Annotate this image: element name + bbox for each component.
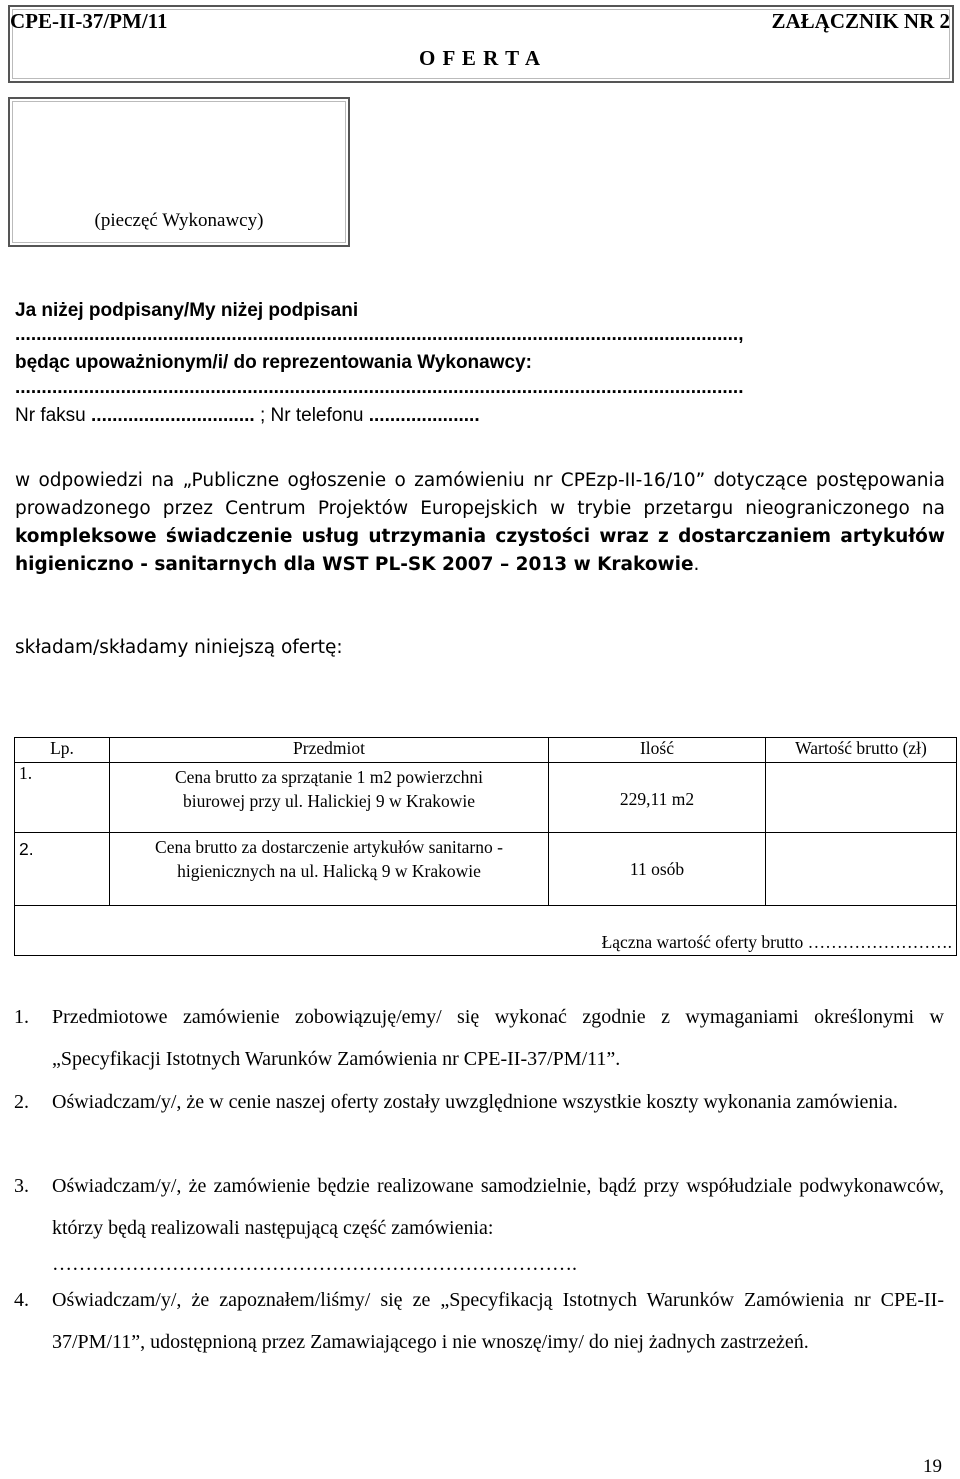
intro-paragraph — [15, 467, 945, 579]
row-subject-line: Cena brutto za dostarczenie artykułów sanitarno - — [155, 837, 503, 857]
row-lp: 2. — [15, 833, 110, 906]
declarant-line: Ja niżej podpisany/My niżej podpisani — [15, 300, 359, 321]
row-value-cell[interactable] — [766, 763, 957, 833]
representation-line: będąc upoważnionym/i/ do reprezentowania Wykonawcy: — [15, 352, 532, 373]
contractor-name-blank: .......................................................................................................................................... — [15, 377, 744, 398]
intro-subject: kompleksowe świadczenie usług utrzymania czystości wraz z dostarczaniem artykułów higieniczno - sanitarnych dla WST PL-SK 2007 – 2013 w Krakowie — [15, 526, 945, 575]
statement-item — [14, 1279, 944, 1363]
table-row — [15, 833, 957, 906]
fax-blank: ............................... — [91, 405, 255, 426]
offer-table — [14, 737, 957, 956]
intro-text: w odpowiedzi na „Publiczne ogłoszenie o zamówieniu nr CPEzp-II-16/10” dotyczące postępowania prowadzonego przez Centrum Projektów Europejskich w trybie przetargu nieograniczonego na — [15, 470, 945, 519]
intro-end: . — [693, 554, 700, 575]
row-subject — [110, 763, 549, 833]
row-value-cell[interactable] — [766, 833, 957, 906]
header-lp: Lp. — [15, 738, 110, 763]
table-header-row — [15, 738, 957, 763]
row-quantity: 11 osób — [549, 833, 766, 906]
statement-text: Oświadczam/y/, że w cenie naszej oferty zostały uwzględnione wszystkie koszty wykonania zamówienia. — [52, 1091, 898, 1113]
statement-number: 3. — [14, 1175, 29, 1197]
statement-number: 4. — [14, 1289, 29, 1311]
document-title: O F E R T A — [418, 46, 542, 70]
stamp-label: (pieczęć Wykonawcy) — [94, 210, 264, 231]
statement-text: Oświadczam/y/, że zapoznałem/liśmy/ się ze „Specyfikacją Istotnych Warunków Zamówienia nr CPE-II-37/PM/11”, udostępnioną przez Zamawiającego i nie wnoszę/imy/ do niej żadnych zastrzeżeń. — [52, 1289, 944, 1353]
phone-label: ; Nr telefonu — [259, 405, 364, 426]
statement-number: 2. — [14, 1091, 29, 1113]
row-quantity: 229,11 m2 — [549, 763, 766, 833]
statement-item — [14, 1165, 944, 1249]
statement-number: 1. — [14, 1006, 29, 1028]
statement-item — [14, 996, 944, 1080]
row-subject-line: biurowej przy ul. Halickiej 9 w Krakowie — [182, 791, 476, 811]
row-subject-line: Cena brutto za sprzątanie 1 m2 powierzchni — [174, 767, 484, 787]
row-lp: 1. — [15, 763, 110, 833]
row-subject — [110, 833, 549, 906]
statement-item — [14, 1081, 944, 1123]
annex-label: ZAŁĄCZNIK NR 2 — [771, 9, 950, 33]
fax-label: Nr faksu — [15, 405, 86, 426]
declarant-name-blank: ........................................................................................................................................., — [15, 324, 744, 345]
header-subject: Przedmiot — [110, 738, 549, 763]
page-number: 19 — [923, 1456, 942, 1477]
total-row — [15, 906, 957, 956]
header-gross-value: Wartość brutto (zł) — [766, 738, 957, 763]
statement-text: Oświadczam/y/, że zamówienie będzie realizowane samodzielnie, bądź przy współudziale podwykonawców, którzy będą realizowali następującą część zamówienia: — [52, 1175, 944, 1239]
offer-lead: składam/składamy niniejszą ofertę: — [15, 637, 343, 658]
document-reference: CPE-II-37/PM/11 — [10, 9, 168, 33]
subcontract-blank: ……………………………………………………………………. — [52, 1253, 577, 1275]
row-subject-line: higienicznych na ul. Halicką 9 w Krakowie — [177, 861, 481, 881]
contractor-stamp-box — [8, 97, 350, 247]
phone-blank: ..................... — [368, 405, 480, 426]
contact-line — [15, 405, 945, 427]
statement-text: Przedmiotowe zamówienie zobowiązuję/emy/ się wykonać zgodnie z wymaganiami określonymi w „Specyfikacji Istotnych Warunków Zamówienia nr CPE-II-37/PM/11”. — [52, 1006, 944, 1070]
header-quantity: Ilość — [549, 738, 766, 763]
statement-item — [14, 1249, 944, 1279]
table-row — [15, 763, 957, 833]
total-value: Łączna wartość oferty brutto ……………………. — [15, 906, 957, 956]
